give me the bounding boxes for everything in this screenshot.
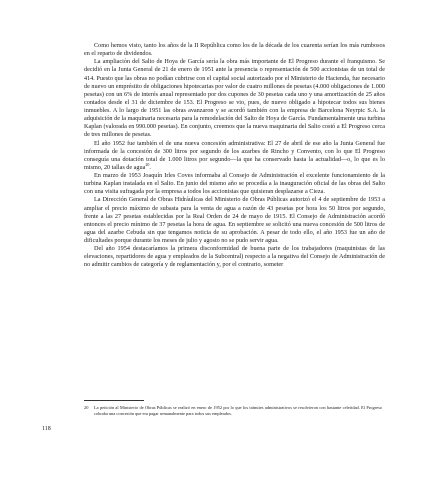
paragraph-2 <box>84 58 385 139</box>
paragraph-2-text: La ampliación del Salto de Hoya de García sería la obra más importante de El Progreso durante el franquismo. Se decidió en la Junta General de 21 de enero de 1951 ante la presencia o representación de 500 accionistas de un total de 414. Puesto que las obras no podían cubrirse con el capital social autorizado por el Ministerio de Hacienda, fue necesario de nuevo un empréstito de obligaciones hipotecarias por valor de cuatro millones de pesetas (4.000 obligaciones de 1.000 pesetas) con un 6% de interés anual representado por dos cupones de 30 pesetas cada uno y una amortización de 25 años contados desde el 31 de diciembre de 153. El Progreso se vio, pues, de nuevo obligado a hipotecar todos sus bienes inmuebles. A lo largo de 1951 las obras avanzaron y se acordó también con la empresa de Barcelona Neyrpic S.A. la adquisición de la maquinaria necesaria para la remodelación del Salto de Hoya de García. Fundamentalmente una turbina Kaplan (valorada en 990.000 pesetas). En conjunto, creemos que la nueva maquinaria del Salto costó a El Progreso cerca de tres millones de pesetas. <box>84 58 385 139</box>
paragraph-1 <box>84 42 385 58</box>
paragraph-1-text: Como hemos visto, tanto los años de la II República como los de la década de los cuarenta serían los más rumbosos en el reparto de dividendos. <box>84 42 385 58</box>
footnote-reference[interactable]: 20 <box>145 161 150 167</box>
footnote-separator <box>84 400 144 401</box>
body-text <box>84 42 385 270</box>
paragraph-6-text: Del año 1954 destacaríamos la primera disconformidad de buena parte de los trabajadores (maquinistas de las elevaciones, repartidores de agua y empleados de la Subcentral) respecto a la negativa del Consejo de Administración de no admitir cambios de categoría y de reglamentación y, por el contrario, someter <box>84 245 385 269</box>
paragraph-6 <box>84 245 385 269</box>
paragraph-3 <box>84 140 385 173</box>
page-number: 118 <box>42 426 51 432</box>
paragraph-3-tail: . <box>149 163 151 171</box>
paragraph-3-text: El año 1952 fue también el de una nueva concesión administrativa: El 27 de abril de ese año la Junta General fue informada de la concesión de 300 litros por segundo de los azarbes de Rincho y Convento, con lo que El Progreso conseguía una dotación total de 1.000 litros por segundo—la que ha conservado hasta la actualidad—o, lo que es lo mismo, 20 tallas de agua <box>84 139 385 171</box>
paragraph-4-text: En marzo de 1953 Joaquín Irles Coves informaba al Consejo de Administración el excelente funcionamiento de la turbina Kaplan instalada en el Salto. En junio del mismo año se procedía a la inauguración oficial de las obras del Salto con una visita sufragada por la empresa a todos los accionistas que quisieran desplazarse a Cieza. <box>84 172 385 196</box>
paragraph-4 <box>84 172 385 196</box>
footnote-number: 20 <box>84 405 89 410</box>
footnote-text: La petición al Ministerio de Obras Públicas se realizó en enero de 1952 por lo que los trámites administrativos se resolvieron con bastante celeridad. El Progreso cobraba una concesión que era pagar semanalmente para todos sus empleados. <box>94 405 382 416</box>
paragraph-5-text: La Dirección General de Obras Hidráulicas del Ministerio de Obras Públicas autorizó el 4 de septiembre de 1953 a ampliar el precio máximo de subasta para la venta de agua a razón de 43 pesetas por hora los 50 litros por segundo, frente a las 27 pesetas establecidas por la Real Orden de 24 de mayo de 1915. El Consejo de Administración acordó entonces el precio mínimo de 37 pesetas la hora de agua. En septiembre se solicitó una nueva concesión de 500 litros de agua del azarbe Cebuda sin que tengamos noticia de su aprobación. A pesar de todo ello, el año 1953 fue un año de dificultades porque durante los meses de julio y agosto no se pudo servir agua. <box>84 196 385 244</box>
footnote <box>84 405 385 416</box>
paragraph-5 <box>84 196 385 245</box>
